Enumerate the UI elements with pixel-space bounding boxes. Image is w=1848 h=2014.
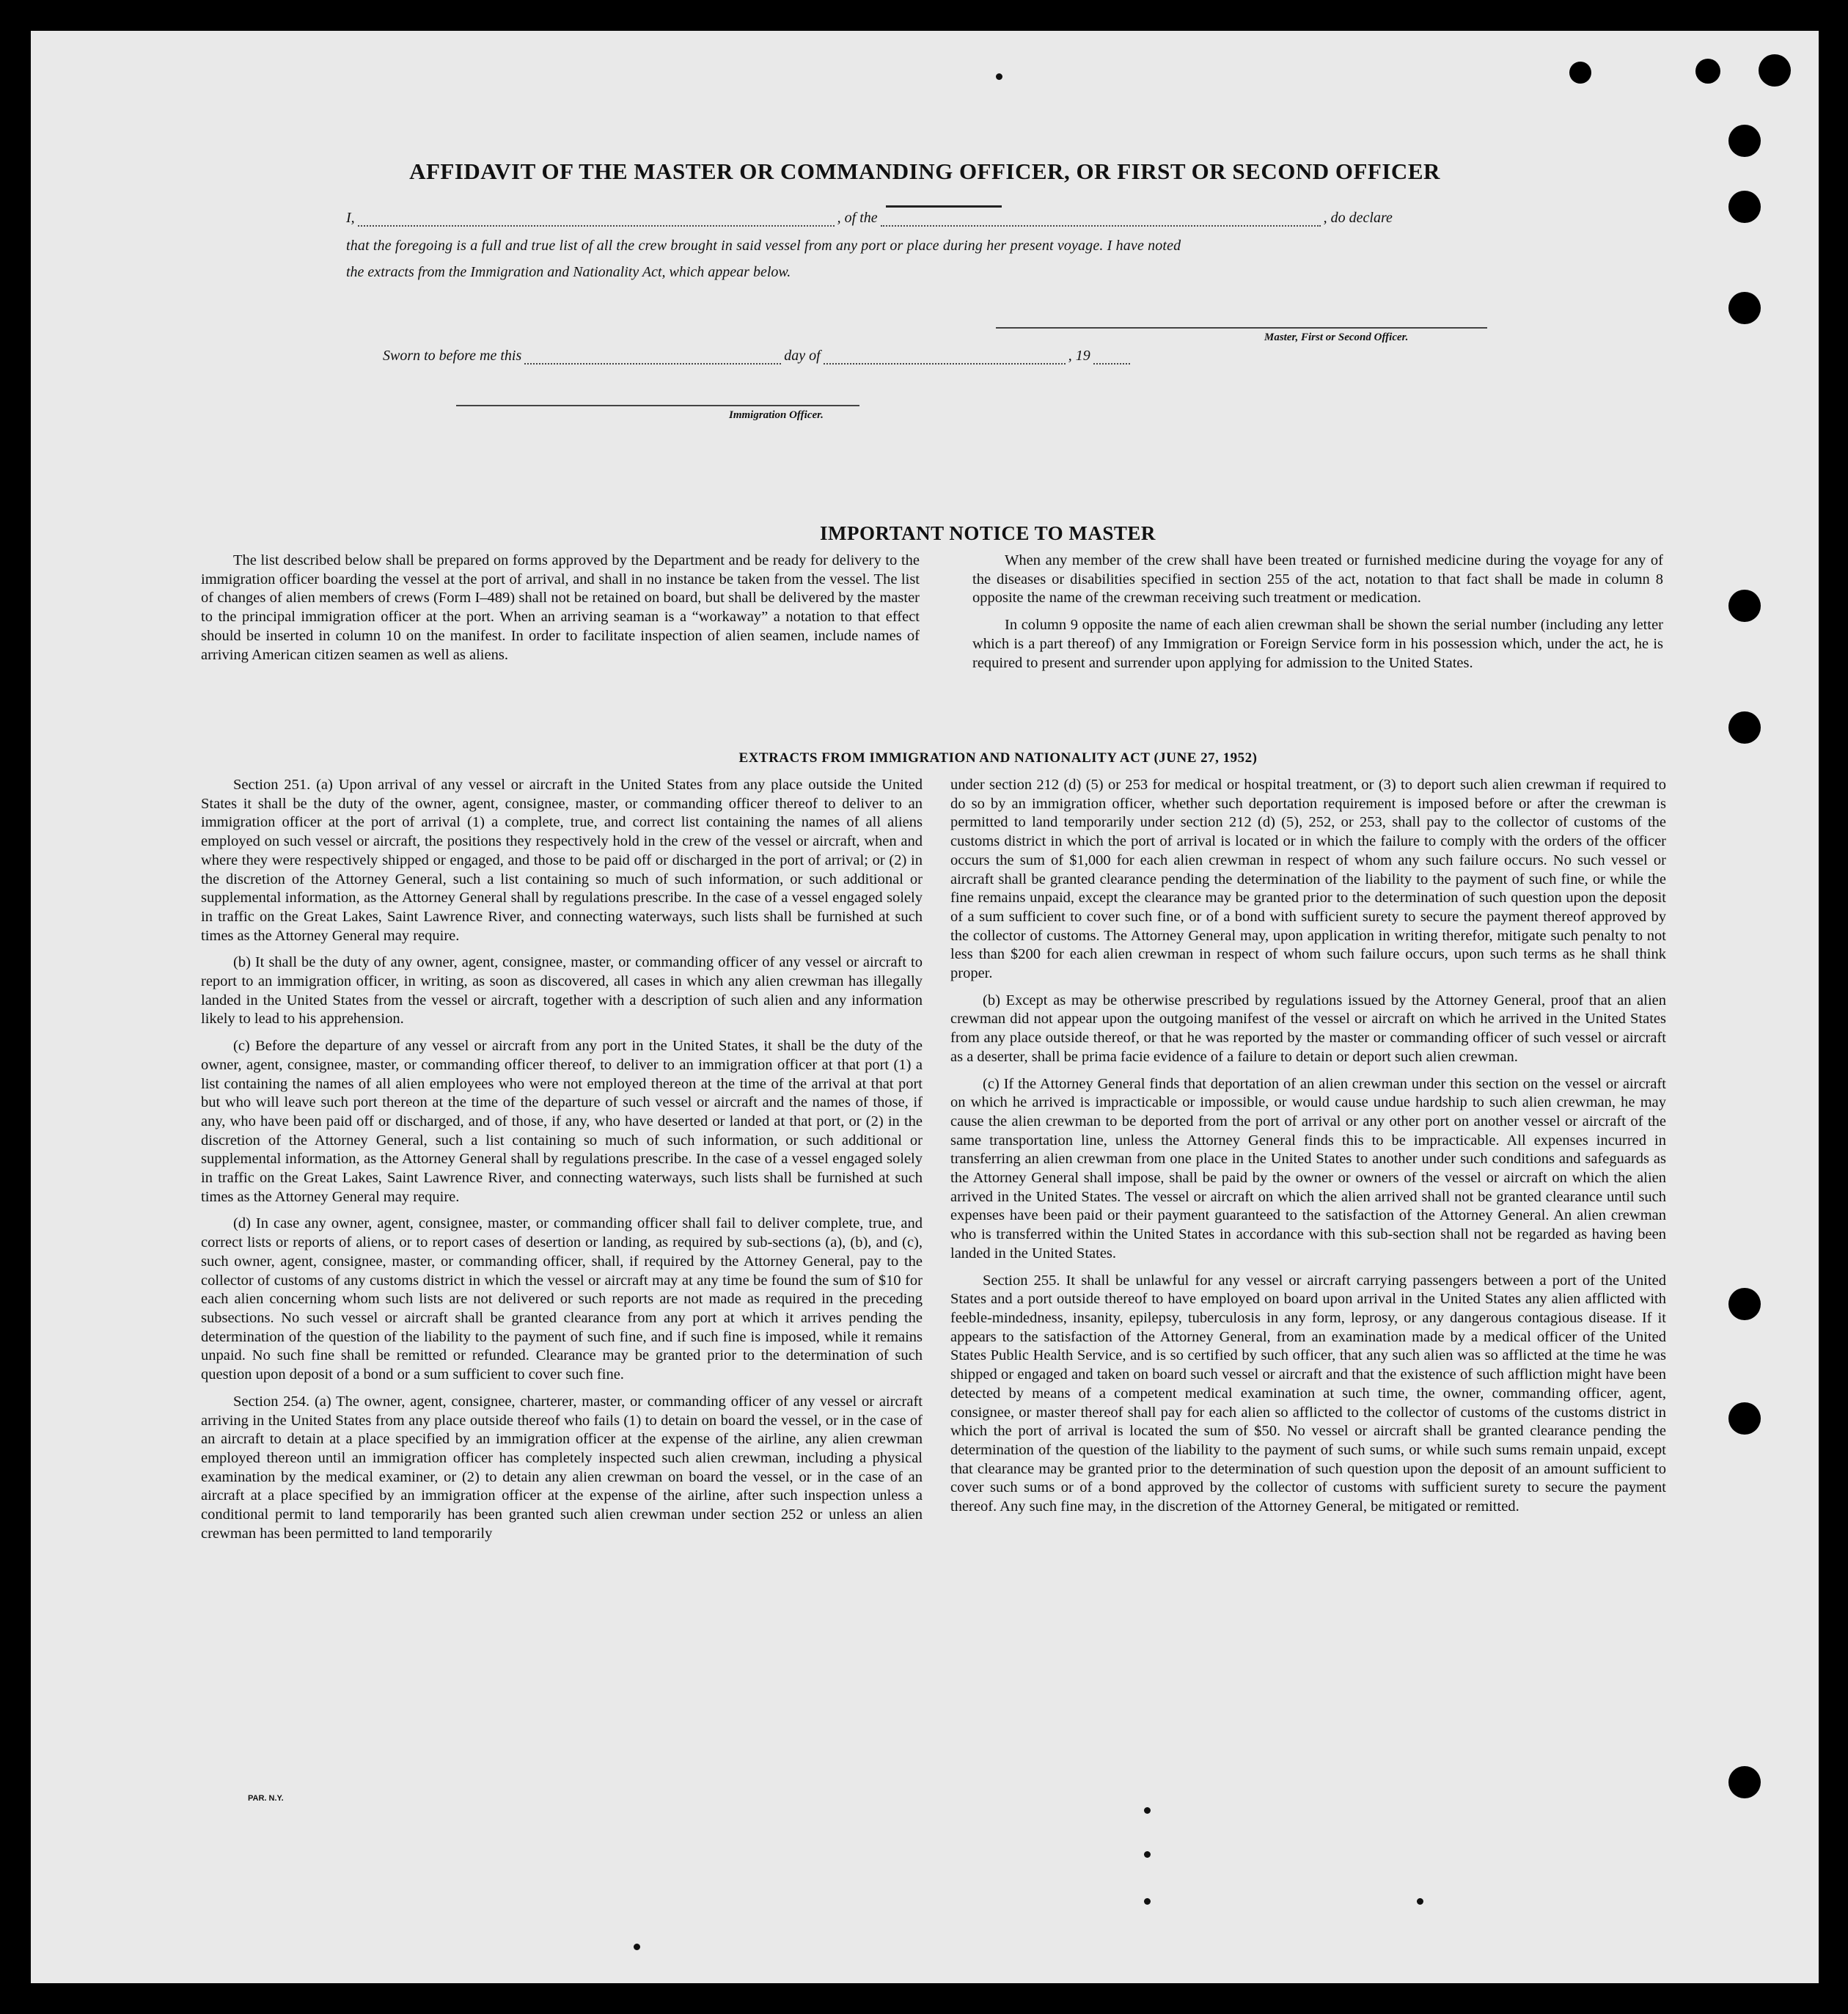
affidavit-declaration-line [346,210,1514,227]
speck [1417,1898,1423,1905]
punch-hole [1728,125,1761,157]
vessel-name-field[interactable] [881,212,1321,227]
extracts-right-column [950,776,1666,1525]
declarant-name-field[interactable] [358,212,835,227]
sworn-year-field[interactable] [1093,350,1130,365]
of-the-label: , of the [837,210,878,226]
title-rule [886,205,1002,208]
extracts-title: EXTRACTS FROM IMMIGRATION AND NATIONALITY ACT (JUNE 27, 1952) [738,750,1258,766]
punch-hole [1728,292,1761,324]
sworn-line [383,348,1133,365]
act-section-251b: (b) It shall be the duty of any owner, agent, consignee, master, or commanding officer of any vessel or aircraft to report to an immigration officer, in writing, as soon as discovered, all cases in which any alien crewman has illegally landed in the United States from the vessel or aircraft, together with a description of such alien and any information likely to lead to his apprehension. [201,954,923,1028]
act-section-254b: (b) Except as may be otherwise prescribed by regulations issued by the Attorney General, proof that an alien crewman did not appear upon the outgoing manifest of the vessel or aircraft on which he arrived in the United States from any place outside thereof, or that he was reported by the master or commanding officer of such vessel or aircraft as a deserter, shall be prima facie evidence of a failure to detain or deport such alien crewman. [950,992,1666,1065]
notice-paragraph: The list described below shall be prepared on forms approved by the Department and be ready for delivery to the immigration officer boarding the vessel at the port of arrival, and shall in no instance be taken from the vessel. The list of changes of alien members of crews (Form I–489) shall not be retained on board, but shall be delivered by the master to the principal immigration officer at the port. When an arriving seaman is a “workaway” a notation to that effect should be inserted in column 10 on the manifest. In order to facilitate inspection of alien seamen, include names of arriving American citizen seamen as well as aliens. [201,552,920,663]
notice-paragraph: In column 9 opposite the name of each alien crewman shall be shown the serial number (including any letter which is a part thereof) of any Immigration or Foreign Service form in his possession which, under the act, he is required to present and surrender upon applying for admission to the United States. [972,617,1663,671]
act-section-254a-cont: under section 212 (d) (5) or 253 for medical or hospital treatment, or (3) to deport such alien crewman if required to do so by an immigration officer, whether such deportation requirement is imposed before or after the crewman is permitted to land temporarily under section 212 (d) (5), 252, or 253, shall pay to the collector of customs of the customs district in which the port of arrival is located or in which the failure to comply with the orders of the officer occurs the sum of $1,000 for each alien crewman in respect of whom any such failure occurs. No such vessel or aircraft shall be granted clearance pending the determination of the liability to the payment of such fine, or while the fine remains unpaid, except the clearance may be granted prior to the determination of such question upon the deposit of a sum sufficient to cover such fine, or of a bond with sufficient surety to secure the payment thereof approved by the collector of customs. The Attorney General may, upon application in writing therefor, mitigate such penalty to not less than $200 for each alien crewman in respect of whom such failure occurs, upon such terms as he shall think proper. [950,777,1666,982]
document-page [31,31,1819,1983]
speck [634,1944,640,1950]
sworn-label: Sworn to before me this [383,348,522,364]
affidavit-line-2: that the foregoing is a full and true list of all the crew brought in said vessel from any port or place during her present voyage. I have noted [346,238,1181,254]
notice-left-column [201,552,920,673]
act-section-254c: (c) If the Attorney General finds that deportation of an alien crewman under this section on the vessel or aircraft on which he arrived is impracticable or impossible, or would cause undue hardship to such alien crewman, he may cause the alien crewman to be deported from the port of arrival or any other port on another vessel or aircraft of the same transportation line, unless the Attorney General finds this to be impracticable. All expenses incurred in transferring an alien crewman from one place in the United States to another under such conditions and safeguards as the Attorney General shall impose, shall be paid by the owner or owners of the vessel or aircraft on which the alien arrived in the United States. The vessel or aircraft on which the alien arrived shall not be granted clearance until such expenses have been paid or their payment guaranteed to the satisfaction of the Attorney General. An alien crewman who is transferred within the United States in accordance with this sub-section shall not be regarded as having been landed in the United States. [950,1075,1666,1262]
punch-hole [1728,711,1761,744]
affidavit-title: AFFIDAVIT OF THE MASTER OR COMMANDING OFFICER, OR FIRST OR SECOND OFFICER [409,158,1440,184]
punch-hole [1759,54,1791,87]
sworn-day-field[interactable] [524,350,781,365]
extracts-left-column [201,776,923,1551]
punch-hole [1728,1288,1761,1320]
act-section-254a: Section 254. (a) The owner, agent, consignee, charterer, master, or commanding officer of any vessel or aircraft arriving in the United States from any place outside thereof who fails (1) to detain on board the vessel, or in the case of an aircraft to detain at a place specified by an immigration officer at the expense of the airline, any alien crewman employed thereon until an immigration officer has completely inspected such alien crewman, including a physical examination by the medical examiner, or (2) to detain any alien crewman on board the vessel, or in the case of an aircraft at a place specified by an immigration officer at the expense of the airline, after such inspection unless a conditional permit to land temporarily has been granted such alien crewman under section 252 or unless an alien crewman has been permitted to land temporarily [201,1393,923,1542]
officer-signature-caption: Immigration Officer. [729,409,824,421]
notice-paragraph: When any member of the crew shall have been treated or furnished medicine during the voyage for any of the diseases or disabilities specified in section 255 of the act, notation to that fact shall be made in column 8 opposite the name of the crewman receiving such treatment or medication. [972,552,1663,607]
speck [1144,1898,1151,1905]
punch-hole [1695,59,1720,84]
master-signature-caption: Master, First or Second Officer. [1264,332,1409,343]
punch-hole [1728,191,1761,223]
year-label: , 19 [1068,348,1090,364]
punch-hole [1728,1402,1761,1435]
declarant-label: I, [346,210,355,226]
day-of-label: day of [784,348,821,364]
punch-hole [1569,62,1591,84]
sworn-month-field[interactable] [824,350,1066,365]
act-section-251c: (c) Before the departure of any vessel or aircraft from any port in the United States, it shall be the duty of the owner, agent, consignee, master, or commanding officer thereof, to deliver to an immigration officer at that port (1) a list containing the names of all alien employees who were not employed thereon at the time of the arrival at that port but who will leave such port thereon at the time of the departure of such vessel or aircraft and the names of those, if any, who have been paid off or discharged, and of those, if any, who have deserted or landed at that port, or (2) in the discretion of the Attorney General, such a list containing so much of such information, or such additional or supplemental information, as the Attorney General shall by regulations prescribe. In the case of a vessel engaged solely in traffic on the Great Lakes, Saint Lawrence River, and connecting waterways, such lists shall be furnished at such times as the Attorney General may require. [201,1038,923,1205]
printer-reference: PAR. N.Y. [248,1794,284,1803]
act-section-251a: Section 251. (a) Upon arrival of any vessel or aircraft in the United States from any place outside the United States it shall be the duty of the owner, agent, consignee, master, or commanding officer thereof to deliver to an immigration officer at the port of arrival (1) a complete, true, and correct list containing the names of all aliens employed on such vessel or aircraft, the positions they respectively hold in the crew of the vessel or aircraft, when and where they were respectively shipped or engaged, and those to be paid off or discharged in the port of arrival; or (2) in the discretion of the Attorney General, such a list containing so much of such information, or such additional or supplemental information, as the Attorney General shall by regulations prescribe. In the case of a vessel engaged solely in traffic on the Great Lakes, Saint Lawrence River, and connecting waterways, such lists shall be furnished at such times as the Attorney General may require. [201,777,923,944]
notice-right-column [972,552,1663,681]
do-declare-label: , do declare [1323,210,1393,226]
punch-hole [1728,590,1761,622]
act-section-251d: (d) In case any owner, agent, consignee, master, or commanding officer shall fail to deliver complete, true, and correct lists or reports of aliens, or to report cases of desertion or landing, as required by sub-sections (a), (b), and (c), such owner, agent, consignee, master, or commanding officer, shall, if required by the Attorney General, pay to the collector of customs of any customs district in which the vessel or aircraft may at any time be found the sum of $10 for each alien concerning whom such lists are not delivered or such reports are not made as required in the preceding subsections. No such vessel or aircraft shall be granted clearance from any port at which it arrives pending the determination of the question of the liability to the payment of such fine, and if such fine is imposed, while it remains unpaid. No such fine shall be remitted or refunded. Clearance may be granted prior to the determination of such question upon deposit of a bond or a sum sufficient to cover such fine. [201,1215,923,1383]
master-signature-line[interactable] [996,327,1487,329]
speck [996,73,1002,80]
officer-signature-line[interactable] [456,405,859,406]
speck [1144,1807,1151,1814]
notice-title: IMPORTANT NOTICE TO MASTER [820,522,1156,544]
act-section-255: Section 255. It shall be unlawful for any vessel or aircraft carrying passengers between a port of the United States and a port outside thereof to have employed on board upon arrival in the United States any alien afflicted with feeble-mindedness, insanity, epilepsy, tuberculosis in any form, leprosy, or any dangerous contagious disease. If it appears to the satisfaction of the Attorney General, from an examination made by a medical officer of the United States Public Health Service, and is so certified by such officer, that any such alien was so afflicted at the time he was shipped or engaged and taken on board such vessel or aircraft and that the existence of such affliction might have been detected by means of a competent medical examination at such time, the owner, commanding officer, agent, consignee, or master thereof shall pay for each alien so afflicted to the collector of customs of the customs district in which the port of arrival is located the sum of $50. No vessel or aircraft shall be granted clearance pending the determination of the question of the liability to the payment of such sums, or while such sums remain unpaid, except that clearance may be granted prior to the determination of such question upon the deposit of an amount sufficient to cover such sums or of a bond approved by the collector of customs with sufficient surety to secure the payment thereof. Any such fine may, in the discretion of the Attorney General, be mitigated or remitted. [950,1272,1666,1515]
punch-hole [1728,1766,1761,1798]
speck [1144,1851,1151,1858]
affidavit-line-3: the extracts from the Immigration and Nationality Act, which appear below. [346,264,791,280]
